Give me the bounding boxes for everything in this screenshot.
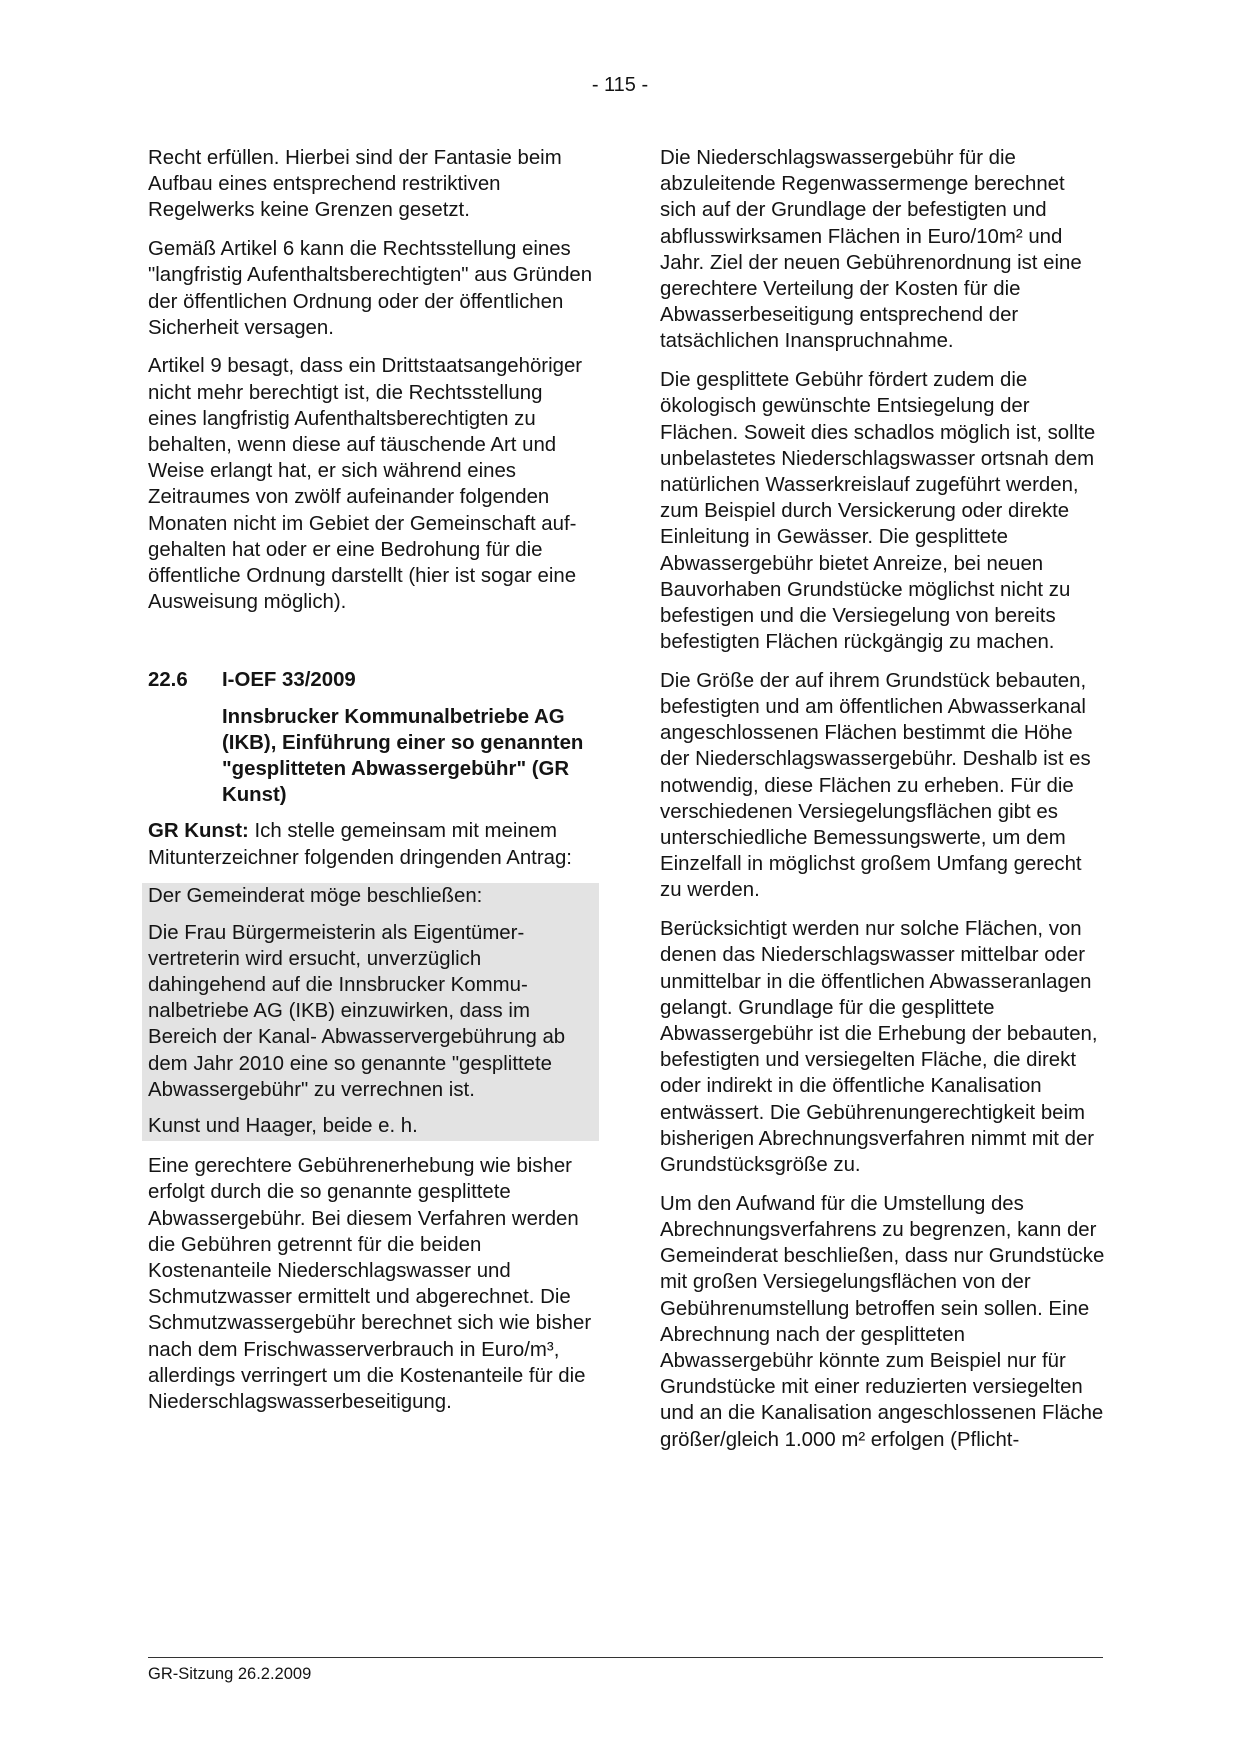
paragraph: Recht erfüllen. Hierbei sind der Fantasie beim Aufbau eines entsprechend restriktiven Regelwerks keine Grenzen gesetzt.	[148, 147, 562, 222]
left-column	[148, 145, 593, 1428]
footer-session-date: GR-Sitzung 26.2.2009	[148, 1665, 312, 1683]
section-code: I-OEF 33/2009	[222, 669, 356, 692]
paragraph: Berücksichtigt werden nur solche Flächen, von denen das Niederschlagswasser mittelbar oder unmittelbar in die öffentlichen Abwasseranlagen gelangt. Grundlage für die gesplittete Abwassergebühr ist die Erhebung der bebauten, befestigten und versiegelten Fläche, die direkt oder indirekt in die öffentliche Kanalisation entwässert. Die Gebührenungerechtigkeit beim bisherigen Abrechnungsverfahren nimmt mit der Grundstücksgröße zu.	[660, 918, 1098, 1177]
paragraph: Die Niederschlagswassergebühr für die abzuleitende Regenwassermenge berechnet sich auf der Grundlage der befestigten und abflusswirksamen Flächen in Euro/10m² und Jahr. Ziel der neuen Gebührenordnung ist eine gerechtere Verteilung der Kosten für die Abwasserbeseitigung entsprechend der tatsächlichen Inanspruchnahme.	[660, 147, 1082, 353]
motion-text: Die Frau Bürgermeisterin als Eigentümervertreterin wird ersucht, unverzüglich dahingehend auf die Innsbrucker Kommunalbetriebe AG (IKB) einzuwirken, dass im Bereich der Kanal- Abwasservergebührung ab dem Jahr 2010 eine so genannte "gesplittete Abwassergebühr" zu verrechnen ist.	[148, 921, 566, 1101]
section-number: 22.6	[148, 669, 188, 692]
section-heading	[148, 667, 593, 693]
paragraph: Artikel 9 besagt, dass ein Drittstaatsangehöriger nicht mehr berechtigt ist, die Rechtsstellung eines langfristig Aufenthaltsberechtigten zu behalten, wenn diese auf täuschende Art und Weise erlangt hat, er sich während eines Zeitraumes von zwölf aufeinander folgenden Monaten nicht im Gebiet der Gemeinschaft aufgehalten hat oder er eine Bedrohung für die öffentliche Ordnung darstellt (hier ist sogar eine Ausweisung möglich).	[148, 355, 583, 614]
speaker-paragraph	[148, 818, 593, 870]
motion-intro: Der Gemeinderat möge beschließen:	[148, 885, 483, 908]
footer-divider	[148, 1657, 1103, 1658]
paragraph: Eine gerechtere Gebührenerhebung wie bisher erfolgt durch die so genannte gesplittete Abwassergebühr. Bei diesem Verfahren werden die Gebühren getrennt für die beiden Kostenanteile Niederschlagswasser und Schmutzwasser ermittelt und abgerechnet. Die Schmutzwassergebühr berechnet sich wie bisher nach dem Frischwasserverbrauch in Euro/m³, allerdings verringert um die Kostenanteile für die Niederschlagswasserbeseitigung.	[148, 1155, 592, 1414]
paragraph: Gemäß Artikel 6 kann die Rechtsstellung eines "langfristig Aufenthaltsberechtigten" aus Gründen der öffentlichen Ordnung oder der öffentlichen Sicherheit versagen.	[148, 238, 593, 339]
paragraph: Die gesplittete Gebühr fördert zudem die ökologisch gewünschte Entsiegelung der Flächen. Soweit dies schadlos möglich ist, sollte unbelastetes Niederschlagswasser ortsnah dem natürlichen Wasserkreislauf zugeführt werden, zum Beispiel durch Versickerung oder direkte Einleitung in Gewässer. Die gesplittete Abwassergebühr bietet Anreize, bei neuen Bauvorhaben Grundstücke möglichst nicht zu befestigen und die Versiegelung von bereits befestigten Flächen rückgängig zu machen.	[660, 369, 1096, 654]
speaker-name: GR Kunst:	[148, 820, 249, 843]
motion-box	[142, 883, 599, 1141]
page-number: - 115 -	[591, 74, 649, 96]
motion-signatories: Kunst und Haager, beide e. h.	[148, 1115, 418, 1137]
section-title: Innsbrucker Kommunalbetriebe AG (IKB), Einführung einer so genannten "gesplitteten Abwassergebühr" (GR Kunst)	[222, 705, 584, 807]
paragraph: Um den Aufwand für die Umstellung des Abrechnungsverfahrens zu begrenzen, kann der Gemeinderat beschließen, dass nur Grundstücke mit großen Versiegelungsflächen von der Gebührenumstellung betroffen sein sollen. Eine Abrechnung nach der gesplitteten Abwassergebühr könnte zum Beispiel nur für Grundstücke mit einer reduzierten versiegelten und an die Kanalisation angeschlossenen Fläche größer/gleich 1.000 m² erfolgen (Pflicht-	[660, 1192, 1105, 1451]
paragraph: Die Größe der auf ihrem Grundstück bebauten, befestigten und am öffentlichen Abwasserkanal angeschlossenen Flächen bestimmt die Höhe der Niederschlagswassergebühr. Deshalb ist es notwendig, diese Flächen zu erheben. Für die verschiedenen Versiegelungsflächen gibt es unterschiedliche Bemessungswerte, um dem Einzelfall in möglichst großem Umfang gerecht zu werden.	[660, 669, 1091, 902]
right-column	[660, 145, 1105, 1465]
speaker-text: Ich stelle gemeinsam mit meinem Mitunterzeichner folgenden dringenden Antrag:	[148, 820, 572, 869]
